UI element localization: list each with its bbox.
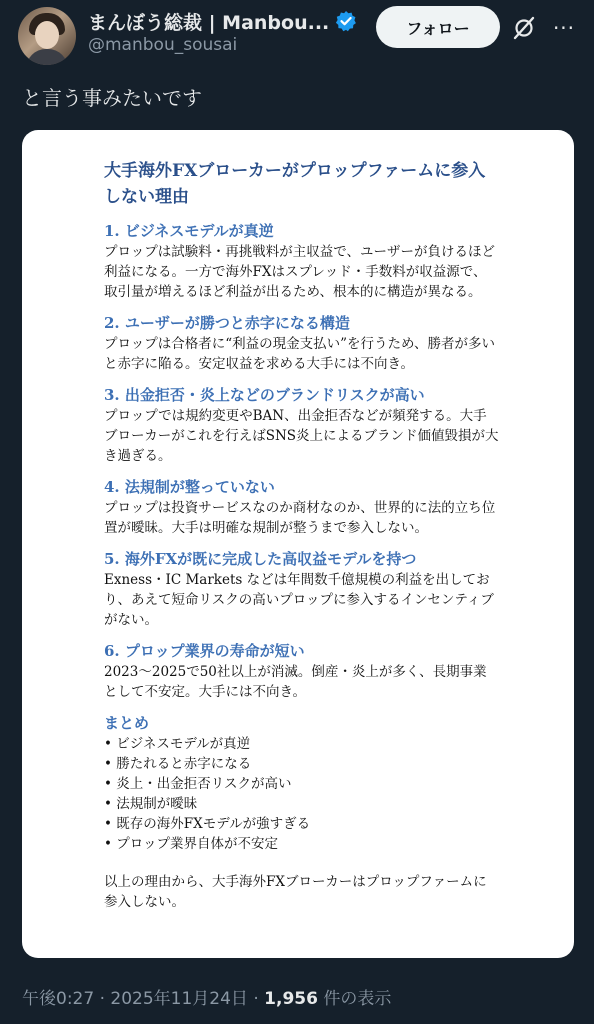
tweet-date[interactable]: 2025年11月24日 [110, 989, 248, 1009]
verified-badge-icon [335, 10, 357, 32]
name-row [88, 8, 357, 34]
conclusion-text: 以上の理由から、大手海外FXブローカーはプロップファームに参入しない。 [104, 874, 487, 910]
section-body: プロップは投資サービスなのか商材なのか、世界的に法的立ち位置が曖昧。大手は明確な規制が整うまで参入しない。 [104, 500, 496, 536]
section-heading: 6. プロップ業界の寿命が短い [104, 642, 305, 660]
section-heading: 4. 法規制が整っていない [104, 478, 275, 496]
avatar-body [26, 49, 68, 65]
summary-item: • 炎上・出金拒否リスクが高い [104, 774, 500, 794]
summary-item: • 勝たれると赤字になる [104, 754, 500, 774]
follow-button[interactable]: フォロー [376, 6, 500, 48]
tweet-meta [22, 984, 391, 1009]
summary-item: • ビジネスモデルが真逆 [104, 734, 500, 754]
section-heading: 2. ユーザーが勝つと赤字になる構造 [104, 314, 350, 332]
section-heading: 1. ビジネスモデルが真逆 [104, 222, 274, 240]
tweet-text: と言う事みたいです [22, 86, 202, 110]
summary-item: • プロップ業界自体が不安定 [104, 834, 500, 854]
grok-icon[interactable] [510, 14, 538, 42]
section-heading: 5. 海外FXが既に完成した高収益モデルを持つ [104, 550, 417, 568]
views-count: 1,956 [264, 989, 318, 1009]
tweet-header [0, 0, 594, 68]
summary-list [104, 734, 500, 854]
meta-separator: · [247, 989, 265, 1009]
meta-separator: · [94, 989, 111, 1009]
summary-item: • 既存の海外FXモデルが強すぎる [104, 814, 500, 834]
section-body: プロップでは規約変更やBAN、出金拒否などが頻発する。大手ブローカーがこれを行えばSNS炎上によるブランド価値毀損が大き過ぎる。 [104, 408, 499, 464]
display-name[interactable]: まんぼう総裁 | Manbou... [88, 11, 330, 34]
section-body: プロップは試験料・再挑戦料が主収益で、ユーザーが負けるほど利益になる。一方で海外FXはスプレッド・手数料が収益源で、取引量が増えるほど利益が出るため、根本的に構造が異なる。 [104, 244, 495, 300]
handle[interactable]: @manbou_sousai [88, 35, 238, 55]
section-body: プロップは合格者に“利益の現金支払い”を行うため、勝者が多いと赤字に陥る。安定収益を求める大手には不向き。 [104, 336, 495, 372]
tweet-time[interactable]: 午後0:27 [22, 989, 95, 1009]
summary-heading: まとめ [104, 714, 150, 732]
section-body: Exness・IC Markets などは年間数千億規模の利益を出しており、あえて短命リスクの高いプロップに参入するインセンティブがない。 [104, 572, 494, 628]
more-icon[interactable]: ··· [552, 16, 576, 40]
document-title: 大手海外FXブローカーがプロップファームに参入しない理由 [104, 161, 486, 207]
section-heading: 3. 出金拒否・炎上などのブランドリスクが高い [104, 386, 425, 404]
avatar[interactable] [18, 7, 76, 65]
attached-image[interactable] [22, 130, 574, 958]
image-document [104, 158, 500, 912]
summary-item: • 法規制が曖昧 [104, 794, 500, 814]
section-body: 2023〜2025で50社以上が消滅。倒産・炎上が多く、長期事業として不安定。大手には不向き。 [104, 664, 487, 700]
views-label: 件の表示 [317, 989, 392, 1009]
avatar-face [35, 21, 59, 49]
